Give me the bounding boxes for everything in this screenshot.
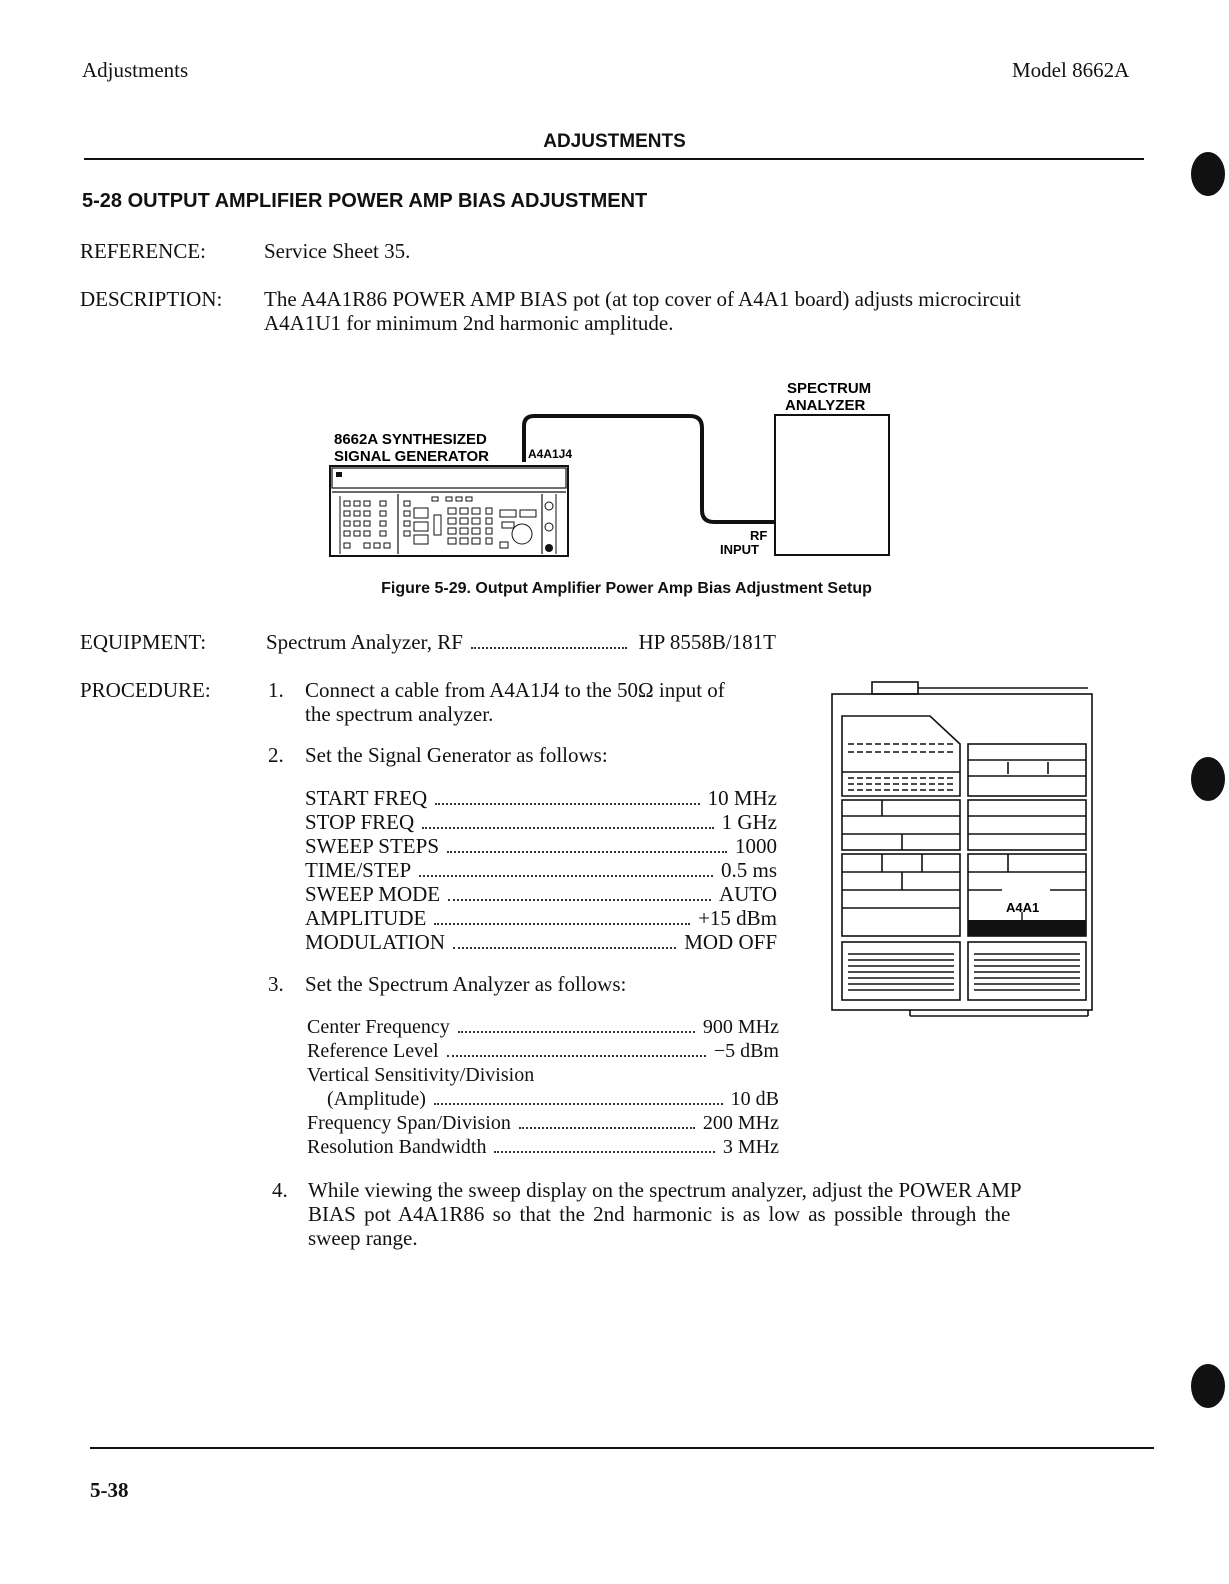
footer-rule	[90, 1447, 1154, 1449]
setting-value: 200 MHz	[702, 1112, 779, 1134]
setting-label: Reference Level	[307, 1040, 439, 1062]
setting-label: TIME/STEP	[305, 858, 412, 882]
setting-label: Resolution Bandwidth	[307, 1136, 487, 1158]
description-label: DESCRIPTION:	[80, 287, 223, 311]
rf-label-1: RF	[750, 528, 768, 543]
step-2-number: 2.	[268, 743, 284, 767]
running-header-right: Model 8662A	[1012, 58, 1130, 82]
leader-dots	[447, 1055, 706, 1057]
equipment-row	[266, 630, 776, 655]
setting-value: −5 dBm	[713, 1040, 779, 1062]
setting-label: SWEEP STEPS	[305, 834, 439, 858]
step-4-line-3: sweep range.	[308, 1226, 418, 1250]
generator-label-1: 8662A SYNTHESIZED	[334, 431, 487, 448]
setting-row	[307, 1039, 779, 1063]
setting-label: Center Frequency	[307, 1016, 450, 1038]
setting-value: +15 dBm	[698, 906, 777, 930]
setting-value: 3 MHz	[722, 1136, 779, 1158]
section-title: ADJUSTMENTS	[543, 131, 686, 152]
setting-label: Vertical Sensitivity/Division	[307, 1064, 535, 1086]
procedure-label: PROCEDURE:	[80, 678, 211, 702]
setting-row	[305, 906, 777, 930]
margin-bullet-2	[1191, 757, 1225, 801]
setting-row	[307, 1087, 779, 1111]
setting-value: 1000	[735, 834, 777, 858]
margin-bullet-3	[1191, 1364, 1225, 1408]
equipment-model: HP 8558B/181T	[638, 630, 776, 654]
spectrum-analyzer-box	[775, 415, 889, 555]
leader-dots	[453, 947, 676, 949]
setting-label: START FREQ	[305, 786, 428, 810]
setting-value: 1 GHz	[721, 810, 777, 834]
setting-label: AMPLITUDE	[305, 906, 427, 930]
setting-label: SWEEP MODE	[305, 882, 441, 906]
step-1-number: 1.	[268, 678, 284, 702]
step-2-text: Set the Signal Generator as follows:	[305, 743, 608, 767]
step-3-text: Set the Spectrum Analyzer as follows:	[305, 972, 627, 996]
signal-generator-instrument	[330, 466, 568, 556]
description-line-2: A4A1U1 for minimum 2nd harmonic amplitude.	[264, 311, 674, 335]
analyzer-settings-table	[307, 1015, 779, 1159]
board-location-diagram	[826, 676, 1100, 1020]
setting-label: MODULATION	[305, 930, 445, 954]
header-rule	[84, 158, 1144, 160]
analyzer-label-2: ANALYZER	[785, 397, 866, 414]
leader-dots	[494, 1151, 714, 1153]
setting-row	[307, 1135, 779, 1159]
setup-diagram	[320, 370, 910, 570]
figure-caption: Figure 5-29. Output Amplifier Power Amp Bias Adjustment Setup	[381, 580, 872, 597]
leader-dots	[448, 899, 711, 901]
step-3-number: 3.	[268, 972, 284, 996]
board-label: A4A1	[1006, 900, 1040, 915]
step-4-number: 4.	[272, 1178, 288, 1202]
setting-row	[307, 1015, 779, 1039]
setting-row	[307, 1111, 779, 1135]
step-1-line-1: Connect a cable from A4A1J4 to the 50Ω input of	[305, 678, 725, 702]
procedure-title: 5-28 OUTPUT AMPLIFIER POWER AMP BIAS ADJUSTMENT	[82, 190, 648, 212]
setting-value: AUTO	[719, 882, 777, 906]
generator-settings-table	[305, 786, 777, 954]
analyzer-label-1: SPECTRUM	[787, 380, 872, 397]
leader-dots	[419, 875, 713, 877]
margin-bullet-1	[1191, 152, 1225, 196]
rf-label-2: INPUT	[720, 542, 759, 557]
setting-row	[305, 786, 777, 810]
setting-label: STOP FREQ	[305, 810, 415, 834]
step-4-line-1: While viewing the sweep display on the spectrum analyzer, adjust the POWER AMP	[308, 1178, 1022, 1202]
connector-label: A4A1J4	[528, 447, 573, 461]
step-1-line-2: the spectrum analyzer.	[305, 702, 494, 726]
description-line-1: The A4A1R86 POWER AMP BIAS pot (at top cover of A4A1 board) adjusts microcircuit	[264, 287, 1021, 311]
setting-row	[305, 930, 777, 954]
setting-row	[305, 810, 777, 834]
setting-row	[305, 834, 777, 858]
setting-value: 10 dB	[730, 1088, 779, 1110]
setting-value: 10 MHz	[707, 786, 777, 810]
step-4-line-2: BIAS pot A4A1R86 so that the 2nd harmonic is as low as possible through the	[308, 1202, 1011, 1226]
setting-value: 900 MHz	[702, 1016, 779, 1038]
running-header-left: Adjustments	[82, 58, 189, 82]
setting-value: 0.5 ms	[720, 858, 777, 882]
leader-dots	[471, 647, 627, 649]
generator-label-2: SIGNAL GENERATOR	[334, 448, 490, 465]
reference-text: Service Sheet 35.	[264, 239, 411, 263]
setting-label: Frequency Span/Division	[307, 1112, 511, 1134]
setting-value: MOD OFF	[684, 930, 777, 954]
equipment-label: EQUIPMENT:	[80, 630, 207, 654]
leader-dots	[434, 1103, 723, 1105]
leader-dots	[519, 1127, 695, 1129]
setting-label: (Amplitude)	[327, 1088, 426, 1110]
setting-row	[305, 858, 777, 882]
setting-row	[305, 882, 777, 906]
equipment-item: Spectrum Analyzer, RF	[266, 630, 463, 654]
leader-dots	[422, 827, 713, 829]
a4a1-board-highlight	[968, 920, 1086, 936]
leader-dots	[458, 1031, 695, 1033]
page-number: 5-38	[90, 1478, 129, 1502]
leader-dots	[447, 851, 727, 853]
leader-dots	[434, 923, 690, 925]
reference-label: REFERENCE:	[80, 239, 207, 263]
leader-dots	[435, 803, 699, 805]
